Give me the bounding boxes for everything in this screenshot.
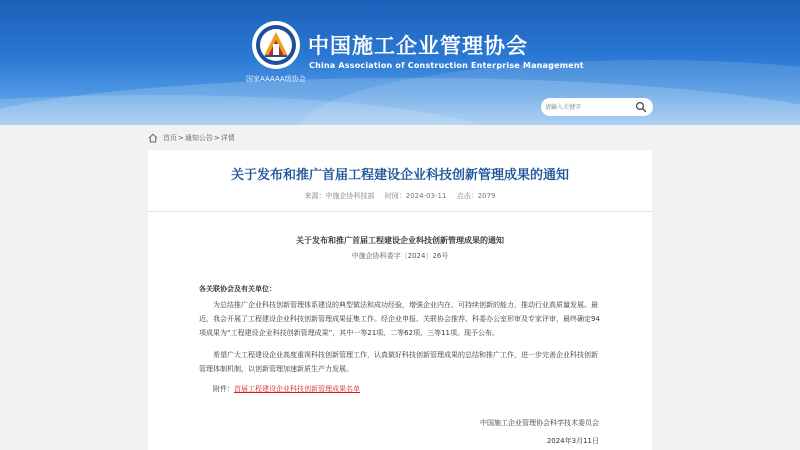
signature-date: 2024年3月11日 xyxy=(546,437,599,445)
breadcrumb-separator: > xyxy=(178,134,184,142)
breadcrumb xyxy=(148,132,235,144)
association-rating-label: 国家AAAAA级协会 xyxy=(246,75,306,83)
attachment-label: 附件： xyxy=(213,385,234,393)
breadcrumb-notice-link[interactable]: 通知公告 xyxy=(184,134,213,142)
article-source: 来源：中施企协科技部 xyxy=(304,192,375,200)
page-title: 关于发布和推广首届工程建设企业科技创新管理成果的通知 xyxy=(230,168,569,183)
attachment-link[interactable]: 首届工程建设企业科技创新管理成果名单 xyxy=(234,385,360,393)
article-meta xyxy=(148,191,652,201)
document-paragraph-2: 希望广大工程建设企业高度重视科技创新管理工作，认真做好科技创新管理成果的总结和推广工作，进一步完善企业科技创新管理体制机制，以创新管理加速新质生产力发展。 xyxy=(199,351,598,373)
home-icon xyxy=(148,133,158,143)
signature-organization: 中国施工企业管理协会科学技术委员会 xyxy=(480,419,599,427)
search-box xyxy=(541,98,653,116)
article-card xyxy=(148,150,652,450)
org-name-chinese: 中国施工企业管理协会 xyxy=(308,34,528,58)
association-logo-icon[interactable] xyxy=(251,20,301,70)
breadcrumb-home-link[interactable]: 首页 xyxy=(163,134,177,142)
article-hits: 点击：2079 xyxy=(456,192,496,200)
document-number: 中施企协科委字〔2024〕26号 xyxy=(351,252,449,260)
org-name-english: China Association of Construction Enterprise Management xyxy=(309,61,584,70)
search-icon[interactable] xyxy=(635,101,647,113)
document-addressee: 各关联协会及有关单位： xyxy=(199,285,276,293)
article-header xyxy=(148,150,652,212)
document-attachment xyxy=(199,382,604,396)
breadcrumb-current: 详情 xyxy=(220,134,235,142)
document-title: 关于发布和推广首届工程建设企业科技创新管理成果的通知 xyxy=(296,236,504,245)
document-paragraph-1: 为总结推广企业科技创新管理体系建设的典型做法和成功经验，增强企业内在、可持续创新的能力，推动行业高质量发展。最近，我会开展了工程建设企业科技创新管理成果征集工作。经企业申报、关联协会推荐、科委办公室形审及专家评审，最终确定94项成果为“工程建设企业科技创新管理成果”，其中一等21项、二等62项、三等11项。现予公布。 xyxy=(199,301,600,337)
breadcrumb-separator: > xyxy=(213,134,220,142)
article-time: 时间：2024-03-11 xyxy=(384,192,447,200)
site-header xyxy=(0,0,800,125)
search-input[interactable] xyxy=(545,100,631,114)
